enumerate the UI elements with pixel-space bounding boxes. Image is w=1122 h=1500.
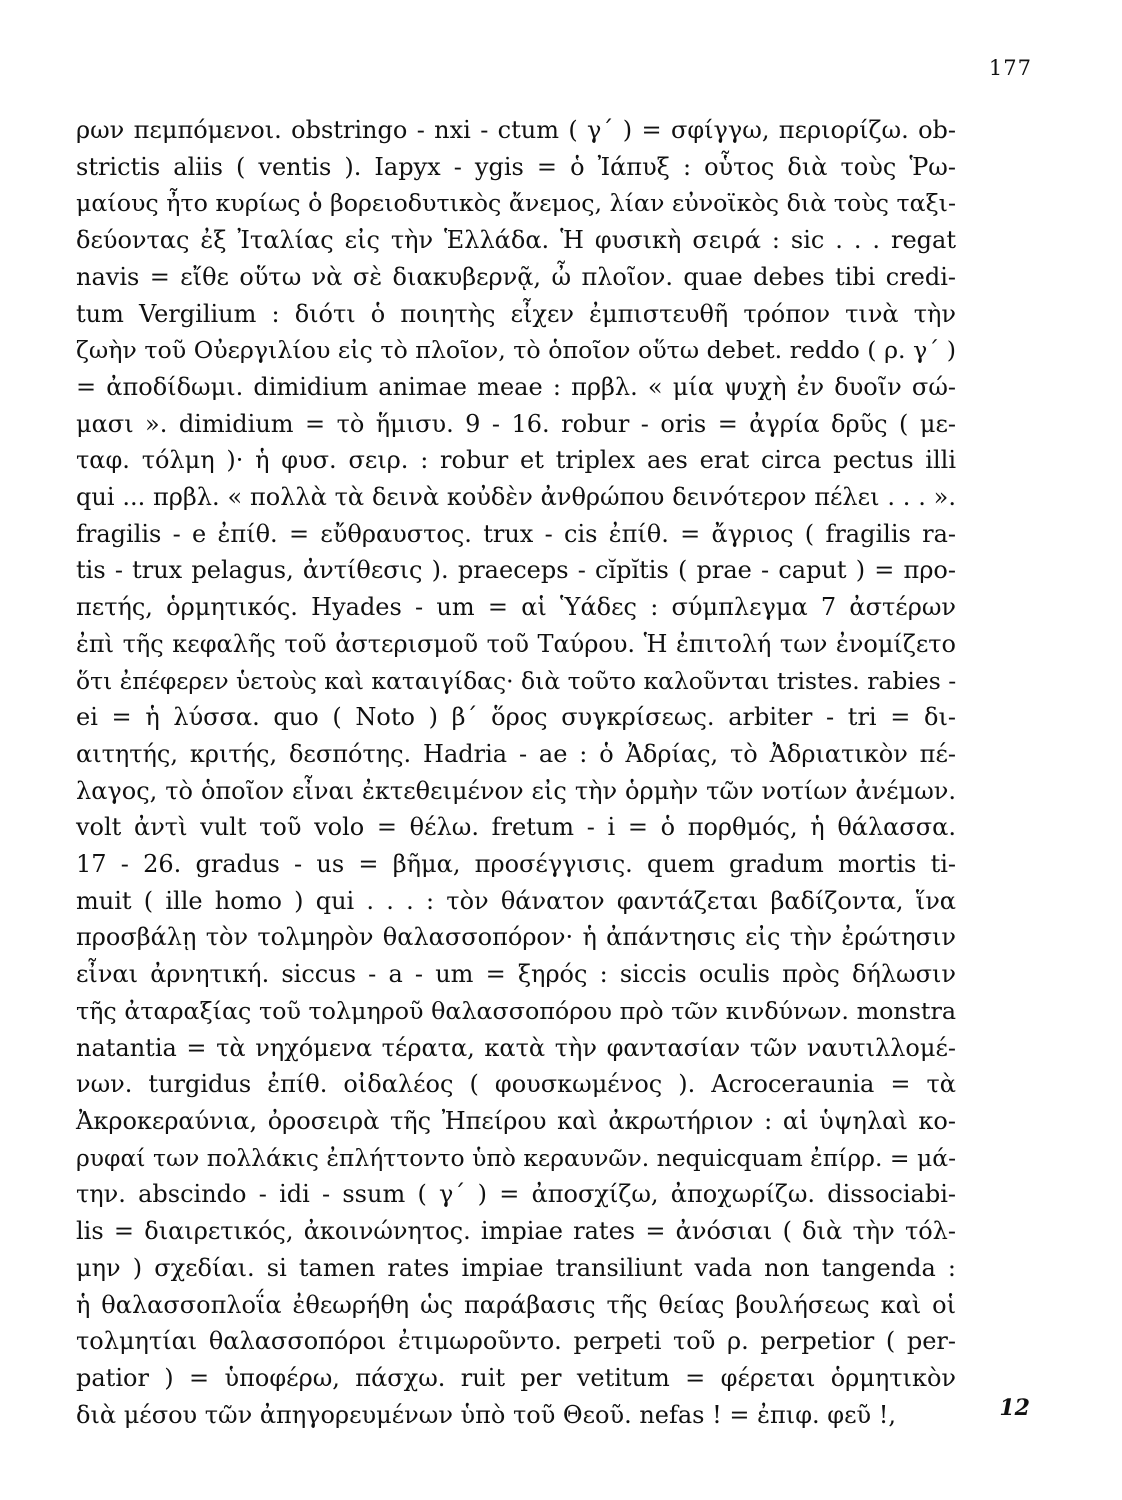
text-line: patior ) = ὑποφέρω, πάσχω. ruit per vetitum = φέρεται ὁρμητικὸν — [76, 1363, 956, 1392]
text-line: την. abscindo - idi - ssum ( γ΄ ) = ἀποσχίζω, ἀποχωρίζω. dissociabi- — [76, 1180, 956, 1209]
text-line: strictis aliis ( ventis ). Iapyx - ygis = ὁ Ἰάπυξ : οὗτος διὰ τοὺς Ῥω- — [76, 152, 956, 181]
page-number: 177 — [988, 56, 1032, 80]
text-line: qui ... πρβλ. « πολλὰ τὰ δεινὰ κοὐδὲν ἀνθρώπου δεινότερον πέλει . . . ». — [76, 483, 956, 512]
text-line: μαίους ἦτο κυρίως ὁ βορειοδυτικὸς ἄνεμος, λίαν εὐνοϊκὸς διὰ τοὺς ταξι- — [76, 189, 956, 218]
signature-mark: 12 — [999, 1395, 1030, 1421]
text-line: αιτητής, κριτής, δεσπότης. Hadria - ae : ὁ Ἀδρίας, τὸ Ἀδριατικὸν πέ- — [76, 739, 956, 768]
text-line: ἡ θαλασσοπλοΐα ἐθεωρήθη ὡς παράβασις τῆς θείας βουλήσεως καὶ οἱ — [76, 1290, 956, 1319]
text-line: ταφ. τόλμη )· ἡ φυσ. σειρ. : robur et triplex aes erat circa pectus illi — [76, 446, 956, 475]
text-line: μην ) σχεδίαι. si tamen rates impiae transiliunt vada non tangenda : — [76, 1253, 956, 1282]
text-line: δεύοντας ἐξ Ἰταλίας εἰς τὴν Ἑλλάδα. Ἡ φυσικὴ σειρά : sic . . . regat — [76, 226, 956, 255]
text-line: 17 - 26. gradus - us = βῆμα, προσέγγισις. quem gradum mortis ti- — [76, 850, 956, 879]
text-line: εἶναι ἀρνητική. siccus - a - um = ξηρός : siccis oculis πρὸς δήλωσιν — [76, 960, 956, 989]
text-line: tis - trux pelagus, ἀντίθεσις ). praeceps - cĭpĭtis ( prae - caput ) = προ- — [76, 556, 956, 585]
text-line: πετής, ὁρμητικός. Hyades - um = αἱ Ὑάδες : σύμπλεγμα 7 ἀστέρων — [76, 593, 956, 622]
text-line: ὅτι ἐπέφερεν ὑετοὺς καὶ καταιγίδας· διὰ τοῦτο καλοῦνται tristes. rabies - — [76, 666, 957, 695]
text-line: ρυφαί των πολλάκις ἐπλήττοντο ὑπὸ κεραυνῶν. nequicquam ἐπίρρ. = μά- — [76, 1143, 956, 1172]
body-text — [76, 112, 956, 1433]
text-line: μασι ». dimidium = τὸ ἥμισυ. 9 - 16. robur - oris = ἀγρία δρῦς ( με- — [76, 409, 956, 438]
text-line: διὰ μέσου τῶν ἀπηγορευμένων ὑπὸ τοῦ Θεοῦ. nefas ! = ἐπιφ. φεῦ !, — [76, 1400, 896, 1429]
text-line: ρων πεμπόμενοι. obstringo - nxi - ctum ( γ΄ ) = σφίγγω, περιορίζω. ob- — [76, 116, 956, 144]
text-line: Ἀκροκεραύνια, ὀροσειρὰ τῆς Ἠπείρου καὶ ἀκρωτήριον : αἱ ὑψηλαὶ κο- — [76, 1106, 956, 1135]
text-line: tum Vergilium : διότι ὁ ποιητὴς εἶχεν ἐμπιστευθῆ τρόπον τινὰ τὴν — [76, 299, 956, 328]
text-line: ἐπὶ τῆς κεφαλῆς τοῦ ἀστερισμοῦ τοῦ Ταύρου. Ἡ ἐπιτολή των ἐνομίζετο — [76, 629, 956, 658]
text-line: volt ἀντὶ vult τοῦ volo = θέλω. fretum - i = ὁ πορθμός, ἡ θάλασσα. — [76, 813, 956, 842]
text-line: = ἀποδίδωμι. dimidium animae meae : πρβλ. « μία ψυχὴ ἐν δυοῖν σώ- — [76, 372, 956, 401]
text-line: προσβάλῃ τὸν τολμηρὸν θαλασσοπόρον· ἡ ἀπάντησις εἰς τὴν ἐρώτησιν — [76, 923, 956, 952]
text-line: ζωὴν τοῦ Οὐεργιλίου εἰς τὸ πλοῖον, τὸ ὁποῖον οὕτω debet. reddo ( ρ. γ΄ ) — [76, 336, 956, 365]
text-line: τῆς ἀταραξίας τοῦ τολμηροῦ θαλασσοπόρου πρὸ τῶν κινδύνων. monstra — [76, 996, 956, 1025]
text-line: fragilis - e ἐπίθ. = εὔθραυστος. trux - cis ἐπίθ. = ἄγριος ( fragilis ra- — [76, 519, 956, 548]
text-line: τολμητίαι θαλασσοπόροι ἐτιμωροῦντο. perpeti τοῦ ρ. perpetior ( per- — [76, 1327, 956, 1356]
text-line: λαγος, τὸ ὁποῖον εἶναι ἐκτεθειμένον εἰς τὴν ὁρμὴν τῶν νοτίων ἀνέμων. — [76, 776, 956, 805]
text-line: ei = ἡ λύσσα. quo ( Noto ) β΄ ὅρος συγκρίσεως. arbiter - tri = δι- — [76, 703, 956, 732]
text-line: νων. turgidus ἐπίθ. οἰδαλέος ( φουσκωμένος ). Acroceraunia = τὰ — [76, 1070, 956, 1099]
text-line: lis = διαιρετικός, ἀκοινώνητος. impiae rates = ἀνόσιαι ( διὰ τὴν τόλ- — [76, 1217, 956, 1246]
text-line: natantia = τὰ νηχόμενα τέρατα, κατὰ τὴν φαντασίαν τῶν ναυτιλλομέ- — [76, 1033, 956, 1062]
text-line: muit ( ille homo ) qui . . . : τὸν θάνατον φαντάζεται βαδίζοντα, ἵνα — [76, 886, 956, 915]
text-line: navis = εἴθε οὕτω νὰ σὲ διακυβερνᾷ, ὦ πλοῖον. quae debes tibi credi- — [76, 262, 956, 291]
